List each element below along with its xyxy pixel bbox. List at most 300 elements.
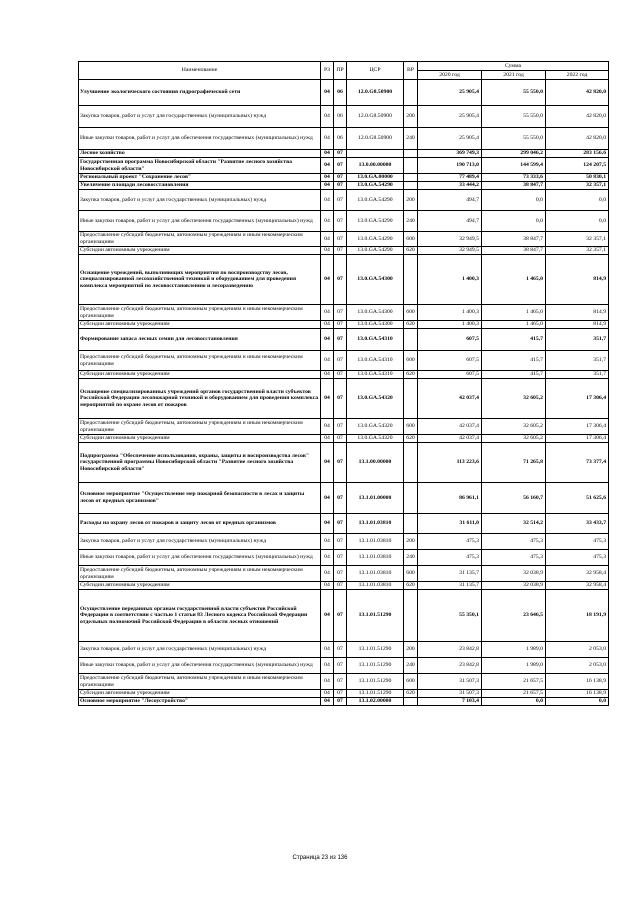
table-row (79, 351, 609, 371)
cell-pr: 07 (334, 158, 347, 174)
cell-2022: 32 357,1 (546, 182, 609, 190)
cell-name: Иные закупки товаров, работ и услуг для обеспечения государственных (муниципальных) нужд (79, 658, 321, 674)
cell-csr: 13.1.01.51290 (347, 658, 404, 674)
table-row (79, 379, 609, 419)
table-row (79, 80, 609, 106)
cell-csr: 12.0.G8.50900 (347, 106, 404, 128)
cell-name: Основное мероприятие "Осуществление мер пожарной безопасности в лесах и защиты лесов от вредных организмов" (79, 483, 321, 514)
cell-name: Улучшение экологического состояния гидрографической сети (79, 80, 321, 106)
cell-pr: 07 (334, 232, 347, 247)
table-header (79, 62, 609, 80)
cell-vr (404, 590, 418, 642)
cell-2022: 283 156,6 (546, 150, 609, 158)
cell-2022: 351,7 (546, 371, 609, 379)
cell-2020: 7 103,4 (418, 698, 482, 706)
cell-rz: 04 (321, 329, 334, 351)
cell-rz: 04 (321, 321, 334, 329)
cell-csr: 13.1.01.51290 (347, 642, 404, 658)
column-header-rz: РЗ (321, 62, 334, 80)
cell-pr: 07 (334, 329, 347, 351)
cell-2020: 494,7 (418, 211, 482, 232)
cell-rz: 04 (321, 690, 334, 698)
cell-rz: 04 (321, 150, 334, 158)
cell-name: Предоставление субсидий бюджетным, автономным учреждениям и иным некоммерческим организациям (79, 419, 321, 435)
table-row (79, 255, 609, 305)
cell-vr: 620 (404, 371, 418, 379)
cell-csr: 13.0.GA.54300 (347, 305, 404, 321)
column-header-2022: 2022 год (546, 71, 609, 80)
cell-rz: 04 (321, 190, 334, 211)
cell-vr (404, 379, 418, 419)
cell-name: Субсидии автономным учреждениям (79, 247, 321, 255)
cell-2021: 1 465,0 (482, 255, 546, 305)
cell-csr: 13.0.GA.54310 (347, 329, 404, 351)
cell-2021: 21 657,5 (482, 690, 546, 698)
cell-2020: 23 842,8 (418, 658, 482, 674)
cell-2021: 0,0 (482, 698, 546, 706)
cell-2022: 42 820,0 (546, 128, 609, 150)
cell-2020: 32 949,5 (418, 247, 482, 255)
cell-2020: 25 905,4 (418, 128, 482, 150)
cell-rz: 04 (321, 642, 334, 658)
cell-csr: 13.0.GA.54310 (347, 371, 404, 379)
cell-2022: 18 191,9 (546, 590, 609, 642)
table-row (79, 106, 609, 128)
cell-vr (404, 514, 418, 534)
column-header-pr: ПР (334, 62, 347, 80)
cell-rz: 04 (321, 351, 334, 371)
cell-rz: 04 (321, 247, 334, 255)
cell-2021: 415,7 (482, 351, 546, 371)
cell-vr: 600 (404, 674, 418, 690)
cell-csr: 13.1.01.03810 (347, 566, 404, 582)
cell-rz: 04 (321, 534, 334, 550)
cell-rz: 04 (321, 419, 334, 435)
cell-name: Субсидии автономным учреждениям (79, 435, 321, 443)
cell-rz: 04 (321, 128, 334, 150)
cell-csr: 13.0.GA.54290 (347, 247, 404, 255)
cell-pr: 07 (334, 247, 347, 255)
table-row (79, 698, 609, 706)
cell-vr: 600 (404, 419, 418, 435)
cell-name: Субсидии автономным учреждениям (79, 321, 321, 329)
cell-vr: 240 (404, 128, 418, 150)
cell-rz: 04 (321, 514, 334, 534)
cell-vr: 240 (404, 658, 418, 674)
cell-2020: 475,3 (418, 534, 482, 550)
cell-pr: 07 (334, 658, 347, 674)
cell-name: Государственная программа Новосибирской области "Развитие лесного хозяйства Новосибирской области" (79, 158, 321, 174)
cell-rz: 04 (321, 698, 334, 706)
cell-2021: 55 550,0 (482, 80, 546, 106)
table-row (79, 582, 609, 590)
cell-vr: 240 (404, 211, 418, 232)
table-row (79, 329, 609, 351)
cell-2022: 475,3 (546, 550, 609, 566)
cell-name: Субсидии автономным учреждениям (79, 371, 321, 379)
cell-2020: 55 350,1 (418, 590, 482, 642)
cell-2020: 32 949,5 (418, 232, 482, 247)
cell-pr: 07 (334, 514, 347, 534)
cell-csr: 13.0.GA.54290 (347, 182, 404, 190)
table-row (79, 371, 609, 379)
cell-2020: 113 223,6 (418, 443, 482, 483)
cell-csr: 13.0.GA.54290 (347, 190, 404, 211)
cell-name: Предоставление субсидий бюджетным, автономным учреждениям и иным некоммерческим организациям (79, 232, 321, 247)
cell-csr: 13.1.01.03810 (347, 514, 404, 534)
cell-2020: 31 507,3 (418, 690, 482, 698)
cell-csr: 13.1.01.51290 (347, 690, 404, 698)
cell-rz: 04 (321, 658, 334, 674)
cell-2020: 494,7 (418, 190, 482, 211)
cell-rz: 04 (321, 443, 334, 483)
cell-2020: 23 842,8 (418, 642, 482, 658)
cell-pr: 07 (334, 182, 347, 190)
cell-2021: 1 465,0 (482, 305, 546, 321)
cell-vr: 200 (404, 106, 418, 128)
cell-2022: 475,3 (546, 534, 609, 550)
column-header-vr: ВР (404, 62, 418, 80)
cell-vr (404, 182, 418, 190)
cell-2020: 25 905,4 (418, 80, 482, 106)
cell-2020: 86 961,1 (418, 483, 482, 514)
cell-csr: 13.1.01.51290 (347, 674, 404, 690)
cell-csr: 12.0.G8.50900 (347, 128, 404, 150)
cell-2022: 42 820,0 (546, 106, 609, 128)
cell-2022: 351,7 (546, 351, 609, 371)
cell-2020: 42 037,4 (418, 435, 482, 443)
cell-name: Региональный проект "Сохранение лесов" (79, 174, 321, 182)
cell-name: Иные закупки товаров, работ и услуг для обеспечения государственных (муниципальных) нужд (79, 211, 321, 232)
cell-pr: 07 (334, 371, 347, 379)
cell-csr: 13.1.01.03810 (347, 534, 404, 550)
cell-pr: 07 (334, 674, 347, 690)
cell-2022: 16 138,9 (546, 690, 609, 698)
cell-name: Формирование запаса лесных семян для лесовосстановления (79, 329, 321, 351)
cell-vr: 600 (404, 351, 418, 371)
cell-2021: 1 465,0 (482, 321, 546, 329)
cell-2020: 42 037,4 (418, 419, 482, 435)
cell-vr: 600 (404, 232, 418, 247)
cell-pr: 07 (334, 690, 347, 698)
cell-2021: 32 605,2 (482, 379, 546, 419)
cell-2021: 32 038,9 (482, 582, 546, 590)
cell-name: Субсидии автономным учреждениям (79, 582, 321, 590)
cell-2020: 607,5 (418, 371, 482, 379)
cell-2022: 814,9 (546, 305, 609, 321)
table-row (79, 182, 609, 190)
cell-name: Закупка товаров, работ и услуг для государственных (муниципальных) нужд (79, 534, 321, 550)
cell-name: Субсидии автономным учреждениям (79, 690, 321, 698)
cell-2020: 607,5 (418, 329, 482, 351)
table-row (79, 190, 609, 211)
cell-rz: 04 (321, 174, 334, 182)
cell-2022: 124 207,5 (546, 158, 609, 174)
cell-rz: 04 (321, 483, 334, 514)
cell-2021: 73 333,6 (482, 174, 546, 182)
cell-csr: 13.0.GA.00000 (347, 174, 404, 182)
cell-2021: 32 605,2 (482, 419, 546, 435)
cell-pr: 07 (334, 590, 347, 642)
cell-name: Оснащение специализированных учреждений органов государственной власти субъектов Российской Федерации лесопожарной техникой и оборудованием для проведения комплекса мероприятий по охране лесов от пожаров (79, 379, 321, 419)
cell-pr: 07 (334, 698, 347, 706)
column-header-csr: ЦСР (347, 62, 404, 80)
table-row (79, 419, 609, 435)
cell-2022: 814,9 (546, 321, 609, 329)
cell-csr: 13.1.01.00000 (347, 483, 404, 514)
cell-2020: 475,3 (418, 550, 482, 566)
cell-name: Закупка товаров, работ и услуг для государственных (муниципальных) нужд (79, 106, 321, 128)
cell-name: Предоставление субсидий бюджетным, автономным учреждениям и иным некоммерческим организациям (79, 566, 321, 582)
cell-csr: 13.1.01.03810 (347, 550, 404, 566)
cell-pr: 07 (334, 550, 347, 566)
cell-pr: 07 (334, 443, 347, 483)
cell-2021: 38 847,7 (482, 247, 546, 255)
cell-csr: 13.0.GA.54300 (347, 255, 404, 305)
cell-vr: 620 (404, 435, 418, 443)
cell-name: Основное мероприятие "Лесоустройство" (79, 698, 321, 706)
cell-rz: 04 (321, 305, 334, 321)
cell-2021: 71 265,8 (482, 443, 546, 483)
cell-2022: 351,7 (546, 329, 609, 351)
table-row (79, 674, 609, 690)
table-row (79, 483, 609, 514)
cell-csr: 13.1.01.03810 (347, 582, 404, 590)
cell-vr: 200 (404, 534, 418, 550)
cell-2020: 1 400,3 (418, 305, 482, 321)
cell-2021: 55 550,0 (482, 128, 546, 150)
cell-rz: 04 (321, 80, 334, 106)
cell-csr: 13.0.GA.54290 (347, 211, 404, 232)
cell-2020: 31 135,7 (418, 566, 482, 582)
table-row (79, 642, 609, 658)
cell-2022: 0,0 (546, 190, 609, 211)
cell-2020: 31 507,3 (418, 674, 482, 690)
cell-rz: 04 (321, 371, 334, 379)
cell-csr: 13.0.GA.54320 (347, 379, 404, 419)
table-row (79, 443, 609, 483)
cell-pr: 07 (334, 174, 347, 182)
cell-pr: 07 (334, 582, 347, 590)
cell-rz: 04 (321, 379, 334, 419)
table-row (79, 321, 609, 329)
table-row (79, 128, 609, 150)
cell-2021: 32 605,2 (482, 435, 546, 443)
cell-rz: 04 (321, 232, 334, 247)
cell-vr: 200 (404, 642, 418, 658)
cell-2020: 1 400,3 (418, 255, 482, 305)
cell-vr (404, 255, 418, 305)
table-row (79, 158, 609, 174)
cell-csr: 13.1.02.00000 (347, 698, 404, 706)
cell-csr (347, 150, 404, 158)
budget-table-page (78, 61, 608, 706)
cell-2020: 42 037,4 (418, 379, 482, 419)
cell-name: Осуществление переданных органам государственной власти субъектов Российской Федерации в соответствии с частью 1 статьи 83 Лесного кодекса Российской Федерации отдельных полномочий Российской Федерации в области лесных отношений (79, 590, 321, 642)
cell-name: Предоставление субсидий бюджетным, автономным учреждениям и иным некоммерческим организациям (79, 674, 321, 690)
cell-name: Предоставление субсидий бюджетным, автономным учреждениям и иным некоммерческим организациям (79, 305, 321, 321)
cell-vr (404, 698, 418, 706)
cell-2021: 475,3 (482, 550, 546, 566)
cell-2020: 1 400,3 (418, 321, 482, 329)
cell-vr: 240 (404, 550, 418, 566)
cell-rz: 04 (321, 582, 334, 590)
cell-pr: 06 (334, 128, 347, 150)
cell-pr: 07 (334, 305, 347, 321)
cell-2021: 1 989,0 (482, 658, 546, 674)
cell-2021: 32 514,2 (482, 514, 546, 534)
cell-2021: 415,7 (482, 371, 546, 379)
cell-2020: 31 611,0 (418, 514, 482, 534)
cell-vr: 620 (404, 582, 418, 590)
cell-2020: 190 713,0 (418, 158, 482, 174)
cell-vr: 620 (404, 247, 418, 255)
cell-2021: 55 550,0 (482, 106, 546, 128)
table-row (79, 514, 609, 534)
cell-name: Иные закупки товаров, работ и услуг для обеспечения государственных (муниципальных) нужд (79, 128, 321, 150)
cell-2020: 31 135,7 (418, 582, 482, 590)
cell-pr: 07 (334, 150, 347, 158)
cell-2022: 32 357,1 (546, 232, 609, 247)
cell-2020: 369 749,3 (418, 150, 482, 158)
table-row (79, 690, 609, 698)
cell-pr: 07 (334, 190, 347, 211)
cell-2021: 0,0 (482, 211, 546, 232)
budget-table (78, 61, 609, 706)
cell-rz: 04 (321, 435, 334, 443)
column-header-2021: 2021 год (482, 71, 546, 80)
cell-pr: 07 (334, 211, 347, 232)
cell-2022: 32 958,4 (546, 566, 609, 582)
cell-name: Иные закупки товаров, работ и услуг для обеспечения государственных (муниципальных) нужд (79, 550, 321, 566)
cell-pr: 07 (334, 379, 347, 419)
cell-2021: 38 847,7 (482, 182, 546, 190)
cell-rz: 04 (321, 182, 334, 190)
cell-2022: 73 377,4 (546, 443, 609, 483)
cell-vr (404, 158, 418, 174)
table-row (79, 305, 609, 321)
cell-rz: 04 (321, 255, 334, 305)
cell-vr (404, 329, 418, 351)
cell-csr: 12.0.G8.50900 (347, 80, 404, 106)
cell-rz: 04 (321, 211, 334, 232)
table-row (79, 435, 609, 443)
cell-vr (404, 443, 418, 483)
table-row (79, 566, 609, 582)
cell-2021: 21 657,5 (482, 674, 546, 690)
cell-name: Лесное хозяйство (79, 150, 321, 158)
cell-name: Закупка товаров, работ и услуг для государственных (муниципальных) нужд (79, 642, 321, 658)
cell-2022: 42 820,0 (546, 80, 609, 106)
cell-name: Увеличение площади лесовосстановления (79, 182, 321, 190)
cell-pr: 07 (334, 351, 347, 371)
cell-csr: 13.0.GA.54290 (347, 232, 404, 247)
cell-rz: 04 (321, 106, 334, 128)
cell-csr: 13.0.GA.54320 (347, 419, 404, 435)
cell-name: Подпрограмма "Обеспечение использования, охраны, защиты и воспроизводства лесов" государственной программы Новосибирской области "Развитие лесного хозяйства Новосибирской области" (79, 443, 321, 483)
cell-rz: 04 (321, 550, 334, 566)
cell-vr (404, 150, 418, 158)
cell-rz: 04 (321, 158, 334, 174)
cell-2022: 16 138,9 (546, 674, 609, 690)
cell-2020: 25 905,4 (418, 106, 482, 128)
cell-csr: 13.0.GA.54310 (347, 351, 404, 371)
cell-pr: 07 (334, 419, 347, 435)
cell-2022: 51 625,6 (546, 483, 609, 514)
cell-csr: 13.0.00.00000 (347, 158, 404, 174)
column-header-name: Наименование (79, 62, 321, 80)
cell-pr: 07 (334, 321, 347, 329)
cell-csr: 13.0.GA.54300 (347, 321, 404, 329)
cell-2021: 299 046,2 (482, 150, 546, 158)
table-row (79, 232, 609, 247)
page-number: Страница 23 из 136 (292, 855, 348, 861)
cell-2022: 17 306,4 (546, 435, 609, 443)
cell-2022: 17 306,4 (546, 379, 609, 419)
cell-vr (404, 483, 418, 514)
cell-pr: 07 (334, 483, 347, 514)
cell-2021: 415,7 (482, 329, 546, 351)
cell-pr: 07 (334, 566, 347, 582)
cell-2021: 38 847,7 (482, 232, 546, 247)
table-row (79, 550, 609, 566)
cell-pr: 06 (334, 80, 347, 106)
cell-vr (404, 174, 418, 182)
cell-2022: 2 053,0 (546, 658, 609, 674)
cell-2021: 32 038,9 (482, 566, 546, 582)
table-row (79, 247, 609, 255)
column-header-sum: Сумма (418, 62, 609, 71)
cell-2022: 50 830,1 (546, 174, 609, 182)
table-row (79, 150, 609, 158)
cell-2021: 1 989,0 (482, 642, 546, 658)
cell-vr: 600 (404, 566, 418, 582)
cell-pr: 06 (334, 106, 347, 128)
cell-rz: 04 (321, 566, 334, 582)
cell-name: Предоставление субсидий бюджетным, автономным учреждениям и иным некоммерческим организациям (79, 351, 321, 371)
cell-vr: 200 (404, 190, 418, 211)
cell-2022: 0,0 (546, 211, 609, 232)
table-row (79, 590, 609, 642)
cell-2021: 56 160,7 (482, 483, 546, 514)
cell-2021: 475,3 (482, 534, 546, 550)
cell-2022: 2 053,0 (546, 642, 609, 658)
cell-pr: 07 (334, 534, 347, 550)
table-row (79, 174, 609, 182)
cell-csr: 13.1.00.00000 (347, 443, 404, 483)
cell-name: Закупка товаров, работ и услуг для государственных (муниципальных) нужд (79, 190, 321, 211)
cell-2021: 0,0 (482, 190, 546, 211)
cell-csr: 13.0.GA.54320 (347, 435, 404, 443)
cell-2021: 144 599,4 (482, 158, 546, 174)
table-row (79, 658, 609, 674)
table-body (79, 80, 609, 706)
cell-name: Оснащение учреждений, выполняющих мероприятия по воспроизводству лесов, специализированной лесохозяйственной техникой и оборудованием для проведения комплекса мероприятий по лесовосстановлению и лесоразведению (79, 255, 321, 305)
cell-pr: 07 (334, 255, 347, 305)
cell-2022: 0,0 (546, 698, 609, 706)
cell-2022: 32 958,4 (546, 582, 609, 590)
cell-2021: 23 646,5 (482, 590, 546, 642)
column-header-2020: 2020 год (418, 71, 482, 80)
cell-name: Расходы на охрану лесов от пожаров и защиту лесов от вредных организмов (79, 514, 321, 534)
cell-rz: 04 (321, 674, 334, 690)
cell-2022: 17 306,4 (546, 419, 609, 435)
cell-vr: 600 (404, 305, 418, 321)
cell-2022: 33 433,7 (546, 514, 609, 534)
cell-2020: 607,5 (418, 351, 482, 371)
cell-pr: 07 (334, 435, 347, 443)
cell-csr: 13.1.01.51290 (347, 590, 404, 642)
